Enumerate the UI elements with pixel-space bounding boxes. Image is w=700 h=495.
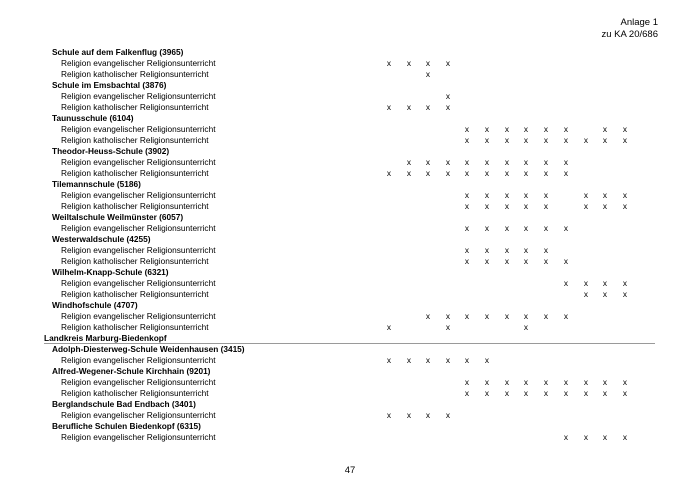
subject-label: Religion evangelischer Religionsunterricht (61, 58, 216, 68)
availability-mark: x (563, 124, 569, 134)
availability-mark: x (464, 157, 470, 167)
subject-label: Religion katholischer Religionsunterricht (61, 201, 209, 211)
availability-mark: x (543, 245, 549, 255)
availability-mark: x (523, 157, 529, 167)
availability-mark: x (523, 256, 529, 266)
availability-mark: x (563, 223, 569, 233)
annex-line-2: zu KA 20/686 (601, 29, 658, 40)
availability-mark: x (602, 135, 608, 145)
heading-label: Berufliche Schulen Biedenkopf (6315) (52, 421, 201, 431)
heading-label: Adolph-Diesterweg-Schule Weidenhausen (3415) (52, 344, 245, 354)
religion-row (0, 245, 700, 256)
availability-mark: x (563, 256, 569, 266)
religion-row (0, 432, 700, 443)
availability-mark: x (583, 135, 589, 145)
religion-row (0, 201, 700, 212)
availability-mark: x (622, 289, 628, 299)
school-heading (0, 47, 700, 58)
availability-mark: x (523, 201, 529, 211)
heading-label: Wilhelm-Knapp-Schule (6321) (52, 267, 169, 277)
school-heading (0, 421, 700, 432)
availability-mark: x (484, 157, 490, 167)
availability-mark: x (583, 278, 589, 288)
availability-mark: x (543, 168, 549, 178)
subject-label: Religion katholischer Religionsunterricht (61, 322, 209, 332)
availability-mark: x (563, 388, 569, 398)
availability-mark: x (386, 102, 392, 112)
heading-label: Weiltalschule Weilmünster (6057) (52, 212, 184, 222)
religion-row (0, 91, 700, 102)
availability-mark: x (406, 102, 412, 112)
availability-mark: x (484, 311, 490, 321)
availability-mark: x (445, 102, 451, 112)
availability-mark: x (563, 278, 569, 288)
availability-mark: x (602, 289, 608, 299)
availability-mark: x (484, 190, 490, 200)
availability-mark: x (504, 135, 510, 145)
subject-label: Religion katholischer Religionsunterricht (61, 289, 209, 299)
availability-mark: x (583, 377, 589, 387)
school-heading (0, 267, 700, 278)
religion-row (0, 168, 700, 179)
availability-mark: x (602, 278, 608, 288)
availability-mark: x (484, 135, 490, 145)
availability-mark: x (386, 168, 392, 178)
availability-mark: x (445, 91, 451, 101)
availability-mark: x (445, 410, 451, 420)
availability-mark: x (406, 58, 412, 68)
availability-mark: x (445, 157, 451, 167)
annex-reference (601, 17, 658, 41)
availability-mark: x (622, 190, 628, 200)
availability-mark: x (523, 245, 529, 255)
availability-mark: x (406, 168, 412, 178)
availability-mark: x (622, 377, 628, 387)
heading-label: Taunusschule (6104) (52, 113, 134, 123)
subject-label: Religion katholischer Religionsunterricht (61, 388, 209, 398)
availability-mark: x (602, 432, 608, 442)
availability-mark: x (602, 377, 608, 387)
subject-label: Religion evangelischer Religionsunterricht (61, 190, 216, 200)
subject-label: Religion evangelischer Religionsunterricht (61, 124, 216, 134)
availability-mark: x (622, 388, 628, 398)
religion-row (0, 322, 700, 333)
subject-label: Religion evangelischer Religionsunterricht (61, 311, 216, 321)
availability-mark: x (543, 201, 549, 211)
availability-mark: x (484, 388, 490, 398)
availability-mark: x (543, 124, 549, 134)
availability-mark: x (523, 311, 529, 321)
page-number: 47 (344, 465, 356, 476)
religion-row (0, 388, 700, 399)
subject-label: Religion evangelischer Religionsunterricht (61, 278, 216, 288)
availability-mark: x (543, 311, 549, 321)
availability-mark: x (425, 355, 431, 365)
subject-label: Religion evangelischer Religionsunterricht (61, 157, 216, 167)
religion-row (0, 410, 700, 421)
availability-mark: x (425, 168, 431, 178)
subject-label: Religion katholischer Religionsunterricht (61, 168, 209, 178)
availability-mark: x (445, 322, 451, 332)
availability-mark: x (563, 135, 569, 145)
religion-row (0, 102, 700, 113)
religion-row (0, 190, 700, 201)
availability-mark: x (386, 322, 392, 332)
availability-mark: x (484, 377, 490, 387)
availability-mark: x (504, 157, 510, 167)
availability-mark: x (563, 377, 569, 387)
availability-mark: x (563, 157, 569, 167)
availability-mark: x (523, 377, 529, 387)
availability-mark: x (406, 410, 412, 420)
availability-mark: x (583, 201, 589, 211)
availability-mark: x (445, 311, 451, 321)
availability-mark: x (523, 135, 529, 145)
annex-line-1: Anlage 1 (620, 17, 658, 28)
subject-label: Religion katholischer Religionsunterricht (61, 256, 209, 266)
school-list (0, 47, 700, 443)
availability-mark: x (523, 223, 529, 233)
availability-mark: x (583, 190, 589, 200)
availability-mark: x (386, 410, 392, 420)
availability-mark: x (406, 355, 412, 365)
school-heading (0, 179, 700, 190)
heading-label: Berglandschule Bad Endbach (3401) (52, 399, 196, 409)
heading-label: Schule auf dem Falkenflug (3965) (52, 47, 184, 57)
school-heading (0, 366, 700, 377)
availability-mark: x (523, 190, 529, 200)
availability-mark: x (445, 58, 451, 68)
availability-mark: x (464, 388, 470, 398)
subject-label: Religion evangelischer Religionsunterricht (61, 410, 216, 420)
school-heading (0, 80, 700, 91)
religion-row (0, 58, 700, 69)
religion-row (0, 289, 700, 300)
school-heading (0, 146, 700, 157)
availability-mark: x (484, 223, 490, 233)
availability-mark: x (425, 311, 431, 321)
heading-label: Schule im Emsbachtal (3876) (52, 80, 167, 90)
availability-mark: x (425, 58, 431, 68)
subject-label: Religion evangelischer Religionsunterricht (61, 377, 216, 387)
availability-mark: x (464, 124, 470, 134)
availability-mark: x (464, 245, 470, 255)
religion-row (0, 256, 700, 267)
availability-mark: x (504, 245, 510, 255)
religion-row (0, 278, 700, 289)
availability-mark: x (543, 223, 549, 233)
availability-mark: x (602, 190, 608, 200)
availability-mark: x (563, 311, 569, 321)
availability-mark: x (543, 377, 549, 387)
religion-row (0, 223, 700, 234)
availability-mark: x (523, 168, 529, 178)
availability-mark: x (464, 201, 470, 211)
availability-mark: x (504, 124, 510, 134)
availability-mark: x (425, 69, 431, 79)
availability-mark: x (464, 168, 470, 178)
availability-mark: x (504, 311, 510, 321)
school-heading (0, 234, 700, 245)
religion-row (0, 355, 700, 366)
availability-mark: x (543, 135, 549, 145)
availability-mark: x (504, 256, 510, 266)
availability-mark: x (504, 388, 510, 398)
availability-mark: x (622, 124, 628, 134)
religion-row (0, 135, 700, 146)
availability-mark: x (602, 388, 608, 398)
availability-mark: x (425, 157, 431, 167)
availability-mark: x (583, 289, 589, 299)
heading-label: Tilemannschule (5186) (52, 179, 141, 189)
availability-mark: x (504, 377, 510, 387)
availability-mark: x (622, 432, 628, 442)
heading-label: Windhofschule (4707) (52, 300, 138, 310)
availability-mark: x (464, 311, 470, 321)
availability-mark: x (484, 168, 490, 178)
availability-mark: x (543, 256, 549, 266)
religion-row (0, 157, 700, 168)
heading-label: Theodor-Heuss-Schule (3902) (52, 146, 170, 156)
availability-mark: x (484, 201, 490, 211)
religion-row (0, 124, 700, 135)
heading-label: Alfred-Wegener-Schule Kirchhain (9201) (52, 366, 211, 376)
availability-mark: x (464, 223, 470, 233)
availability-mark: x (484, 256, 490, 266)
availability-mark: x (504, 223, 510, 233)
subject-label: Religion evangelischer Religionsunterricht (61, 91, 216, 101)
availability-mark: x (622, 201, 628, 211)
availability-mark: x (563, 432, 569, 442)
availability-mark: x (464, 355, 470, 365)
religion-row (0, 69, 700, 80)
availability-mark: x (602, 124, 608, 134)
subject-label: Religion evangelischer Religionsunterricht (61, 223, 216, 233)
school-heading (0, 344, 700, 355)
availability-mark: x (583, 388, 589, 398)
subject-label: Religion katholischer Religionsunterricht (61, 102, 209, 112)
availability-mark: x (425, 410, 431, 420)
availability-mark: x (464, 256, 470, 266)
availability-mark: x (386, 58, 392, 68)
availability-mark: x (543, 388, 549, 398)
availability-mark: x (445, 168, 451, 178)
availability-mark: x (504, 201, 510, 211)
availability-mark: x (523, 388, 529, 398)
availability-mark: x (543, 157, 549, 167)
religion-row (0, 377, 700, 388)
availability-mark: x (504, 168, 510, 178)
availability-mark: x (484, 245, 490, 255)
availability-mark: x (622, 135, 628, 145)
availability-mark: x (523, 124, 529, 134)
availability-mark: x (484, 124, 490, 134)
school-heading (0, 399, 700, 410)
availability-mark: x (406, 157, 412, 167)
availability-mark: x (563, 168, 569, 178)
availability-mark: x (464, 190, 470, 200)
availability-mark: x (484, 355, 490, 365)
school-heading (0, 300, 700, 311)
availability-mark: x (602, 201, 608, 211)
availability-mark: x (464, 377, 470, 387)
availability-mark: x (464, 135, 470, 145)
subject-label: Religion evangelischer Religionsunterricht (61, 355, 216, 365)
district-heading (0, 333, 700, 344)
availability-mark: x (622, 278, 628, 288)
subject-label: Religion evangelischer Religionsunterricht (61, 432, 216, 442)
religion-row (0, 311, 700, 322)
school-heading (0, 113, 700, 124)
availability-mark: x (583, 432, 589, 442)
subject-label: Religion katholischer Religionsunterricht (61, 69, 209, 79)
subject-label: Religion katholischer Religionsunterricht (61, 135, 209, 145)
school-heading (0, 212, 700, 223)
availability-mark: x (523, 322, 529, 332)
availability-mark: x (445, 355, 451, 365)
availability-mark: x (386, 355, 392, 365)
heading-label: Westerwaldschule (4255) (52, 234, 151, 244)
subject-label: Religion evangelischer Religionsunterricht (61, 245, 216, 255)
heading-label: Landkreis Marburg-Biedenkopf (44, 333, 167, 343)
availability-mark: x (504, 190, 510, 200)
availability-mark: x (425, 102, 431, 112)
availability-mark: x (543, 190, 549, 200)
